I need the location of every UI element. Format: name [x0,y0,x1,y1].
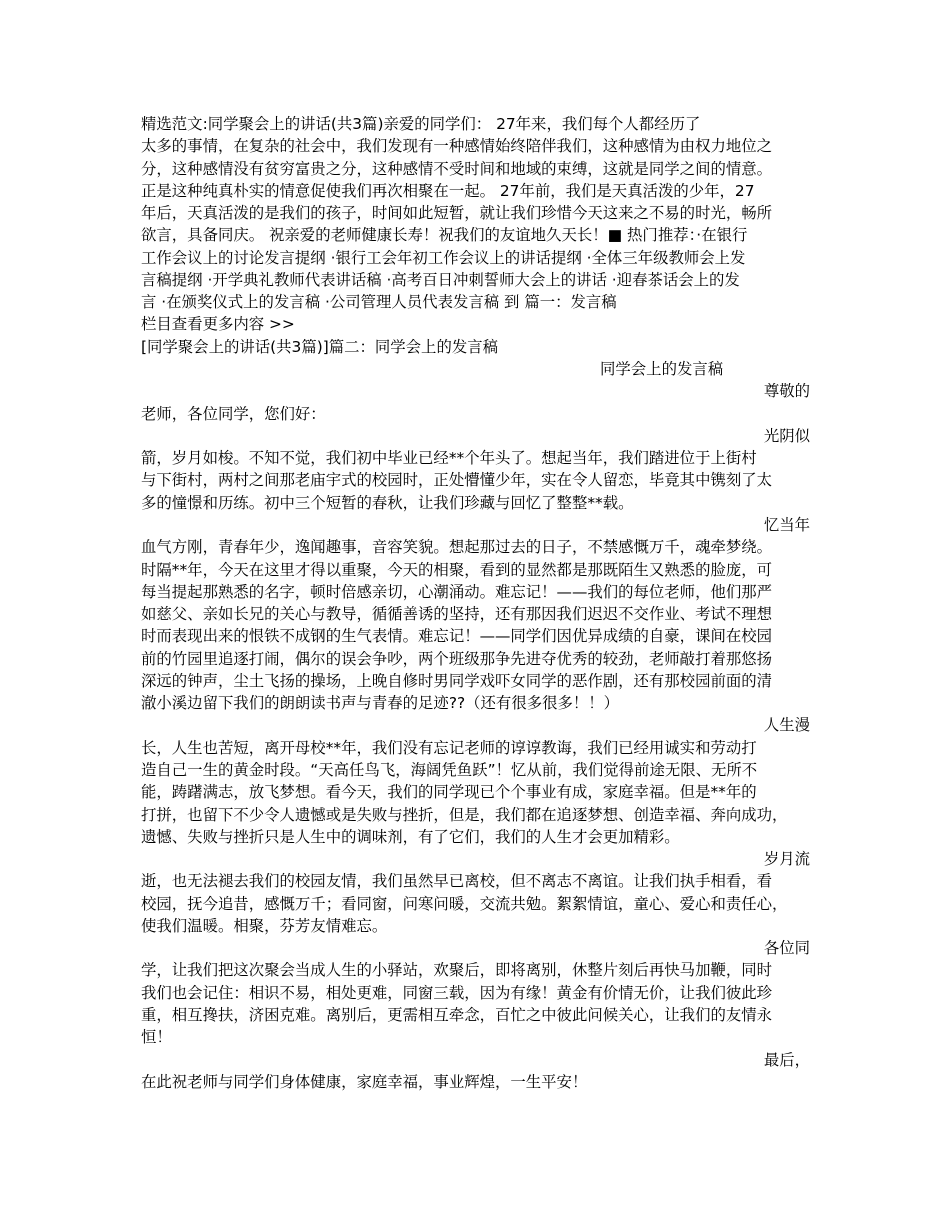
text-line: 忆当年 [763,516,810,534]
text-line: 最后， [763,1051,810,1069]
text-line: 我们也会记住：相识不易，相处更难，同窗三载，因为有缘！黄金有价情无价，让我们彼此珍 [141,984,773,1002]
text-line: 学，让我们把这次聚会当成人生的小驿站，欢聚后，即将离别，休整片刻后再快马加鞭，同时 [141,961,773,979]
text-line: 打拼，也留下不少令人遗憾或是失败与挫折，但是，我们都在追逐梦想、创造幸福、奔向成功， [141,806,788,824]
text-line: 如慈父、亲如长兄的关心与教导，循循善诱的坚持，还有那因我们迟迟不交作业、考试不理想 [141,605,773,623]
text-line: 逝，也无法褪去我们的校园友情，我们虽然早已离校，但不离志不离谊。让我们执手相看，看 [141,872,773,890]
text-line: 太多的事情，在复杂的社会中，我们发现有一种感情始终陪伴我们，这种感情为由权力地位之 [141,137,773,155]
text-line: 各位同 [763,939,810,957]
text-line: 言 ·在颁奖仪式上的发言稿 ·公司管理人员代表发言稿 到 篇一：发言稿 [141,293,617,311]
text-line: 光阴似 [763,427,810,445]
speech-title: 同学会上的发言稿 [600,360,724,378]
text-line: 长，人生也苦短，离开母校**年，我们没有忘记老师的谆谆教诲，我们已经用诚实和劳动打 [141,739,757,757]
text-line: 澈小溪边留下我们的朗朗读书声与青春的足迹??（还有很多很多！！） [141,694,620,712]
text-line: 时隔**年，今天在这里才得以重聚，今天的相聚，看到的显然都是那既陌生又熟悉的脸庞，可 [141,561,773,579]
more-content-link[interactable]: 栏目查看更多内容 >> [141,315,295,333]
section-heading: [同学聚会上的讲话(共3篇)]篇二：同学会上的发言稿 [141,338,499,356]
text-line: 重，相互搀扶，济困克难。离别后，更需相互牵念，百忙之中彼此问候关心，让我们的友情永 [141,1006,773,1024]
text-line: 深远的钟声，尘土飞扬的操场，上晚自修时男同学戏吓女同学的恶作剧，还有那校园前面的清 [141,672,773,690]
text-line: 箭，岁月如梭。不知不觉，我们初中毕业已经**个年头了。想起当年，我们踏进位于上街村 [141,449,757,467]
text-line: 校园，抚今追昔，感慨万千；看同窗，问寒问暖，交流共勉。絮絮情谊，童心、爱心和责任心， [141,895,788,913]
text-line: 在此祝老师与同学们身体健康，家庭幸福，事业辉煌，一生平安！ [141,1073,588,1091]
text-line: 正是这种纯真朴实的情意促使我们再次相聚在一起。 27年前，我们是天真活泼的少年，27 [141,182,755,200]
text-line: 分，这种感情没有贫穷富贵之分，这种感情不受时间和地域的束缚，这就是同学之间的情意。 [141,160,773,178]
text-line: 能，踌躇满志，放飞梦想。看今天，我们的同学现已个个事业有成，家庭幸福。但是**年的 [141,783,757,801]
text-line: 使我们温暖。相聚，芬芳友情难忘。 [141,917,388,935]
text-line: 老师，各位同学，您们好： [141,405,326,423]
text-line: 血气方刚，青春年少，逸闻趣事，音容笑貌。想起那过去的日子，不禁感慨万千，魂牵梦绕。 [141,538,773,556]
text-line: 每当提起那熟悉的名字，顿时倍感亲切，心潮涌动。难忘记！——我们的每位老师，他们那严 [141,583,773,601]
text-line: 造自己一生的黄金时段。“天高任鸟飞，海阔凭鱼跃”！忆从前，我们觉得前途无限、无所不 [141,761,758,779]
text-line: 年后，天真活泼的是我们的孩子，时间如此短暂，就让我们珍惜今天这来之不易的时光，畅所 [141,204,773,222]
text-line: 前的竹园里追逐打闹，偶尔的误会争吵，两个班级那争先进夺优秀的较劲，老师敲打着那悠扬 [141,650,773,668]
text-line: 精选范文:同学聚会上的讲话(共3篇)亲爱的同学们： 27年来，我们每个人都经历了 [141,115,701,133]
text-line: 遗憾、失败与挫折只是人生中的调味剂，有了它们，我们的人生才会更加精彩。 [141,828,680,846]
text-line: 与下街村，两村之间那老庙宇式的校园时，正处懵懂少年，实在令人留恋，毕竟其中镌刻了太 [141,471,773,489]
text-line: 尊敬的 [763,382,810,400]
text-line: 恒！ [141,1028,172,1046]
text-line: 人生漫 [763,716,810,734]
text-line: 欲言，具备同庆。 祝亲爱的老师健康长寿！祝我们的友谊地久天长！■ 热门推荐：·在银行 [141,226,748,244]
text-line: 多的憧憬和历练。初中三个短暂的春秋，让我们珍藏与回忆了整整**载。 [141,494,634,512]
text-line: 岁月流 [763,850,810,868]
text-line: 言稿提纲 ·开学典礼教师代表讲话稿 ·高考百日冲刺誓师大会上的讲话 ·迎春茶话会上的发 [141,271,740,289]
text-line: 时而表现出来的恨铁不成钢的生气表情。难忘记！——同学们因优异成绩的自豪，课间在校园 [141,627,773,645]
text-line: 工作会议上的讨论发言提纲 ·银行工会年初工作会议上的讲话提纲 ·全体三年级教师会上发 [141,249,746,267]
